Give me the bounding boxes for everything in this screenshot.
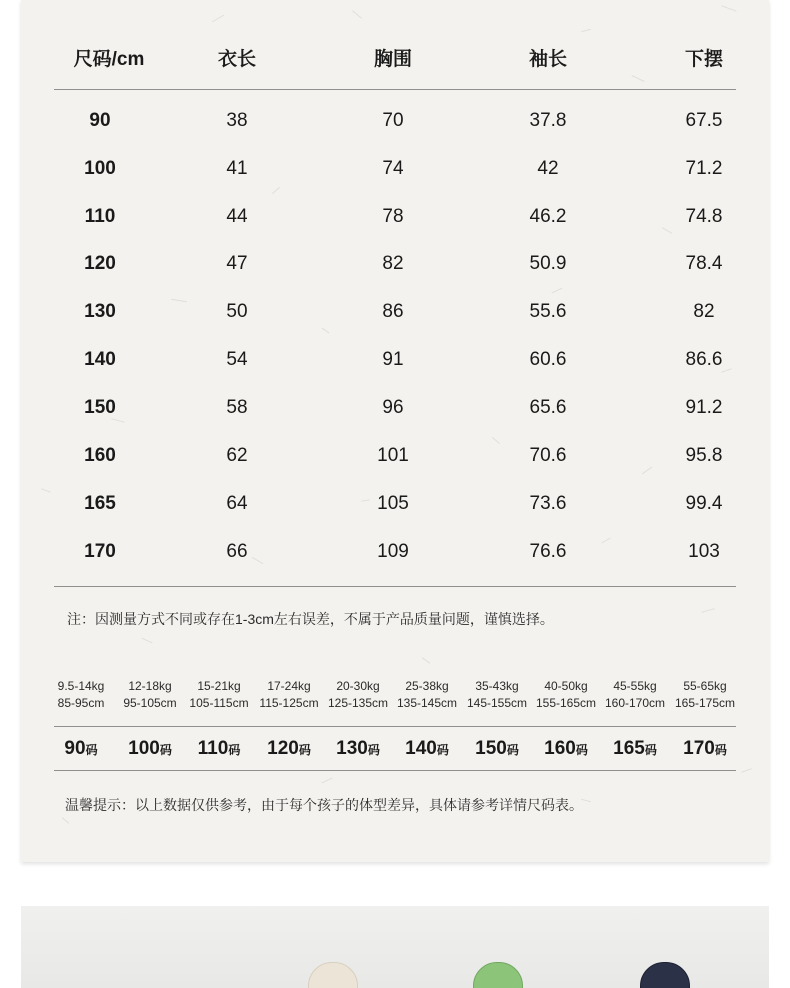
size-number: 150: [475, 738, 507, 759]
cell-length: 64: [226, 493, 248, 514]
height-range: 165-175cm: [674, 696, 736, 710]
cell-length: 38: [226, 110, 248, 131]
size-unit: 码: [714, 743, 727, 757]
cell-sleeve: 65.6: [529, 397, 567, 418]
recommend-divider-bottom: [54, 770, 736, 771]
weight-range: 12-18kg: [128, 679, 172, 693]
table-row: [21, 480, 769, 528]
height-range: 115-125cm: [259, 696, 319, 710]
size-unit: 码: [228, 743, 241, 757]
header-size: 尺码/cm: [73, 49, 145, 70]
cell-chest: 86: [382, 301, 404, 322]
size-label: [531, 736, 601, 762]
header-hem: 下摆: [684, 49, 723, 70]
size-number: 165: [613, 738, 645, 759]
recommend-range: [254, 678, 324, 712]
table-row: [21, 240, 769, 288]
cell-hem: 95.8: [685, 445, 723, 466]
size-unit: 码: [436, 743, 449, 757]
height-range: 125-135cm: [327, 696, 389, 710]
weight-range: 45-55kg: [613, 679, 657, 693]
cell-sleeve: 76.6: [529, 541, 567, 562]
cell-hem: 91.2: [685, 397, 723, 418]
cell-chest: 96: [382, 397, 404, 418]
cell-size: 165: [84, 493, 116, 514]
header-sleeve: 袖长: [528, 49, 567, 70]
size-label: [670, 736, 740, 762]
height-range: 95-105cm: [123, 696, 177, 710]
table-row: [21, 288, 769, 336]
cell-sleeve: 37.8: [529, 110, 567, 131]
size-unit: 码: [506, 743, 519, 757]
size-unit: 码: [85, 743, 98, 757]
paper-texture-fleck: [422, 657, 431, 664]
size-number: 110: [197, 738, 229, 759]
paper-texture-fleck: [321, 778, 332, 784]
cell-length: 41: [226, 158, 248, 179]
size-unit: 码: [575, 743, 588, 757]
size-number: 100: [128, 738, 160, 759]
measurement-note: 注：因测量方式不同或存在1-3cm左右误差，不属于产品质量问题，谨慎选择。: [67, 611, 554, 627]
cell-sleeve: 70.6: [529, 445, 567, 466]
size-number: 170: [683, 738, 715, 759]
height-range: 155-165cm: [535, 696, 597, 710]
weight-range: 9.5-14kg: [57, 679, 105, 693]
cell-length: 47: [226, 253, 248, 274]
cell-length: 66: [226, 541, 248, 562]
size-unit: 码: [644, 743, 657, 757]
cell-hem: 86.6: [685, 349, 723, 370]
weight-range: 20-30kg: [336, 679, 380, 693]
header-divider: [54, 89, 736, 90]
cell-length: 62: [226, 445, 248, 466]
recommend-divider-top: [54, 726, 736, 727]
cell-length: 58: [226, 397, 248, 418]
cell-chest: 101: [377, 445, 409, 466]
table-row: [21, 432, 769, 480]
size-unit: 码: [159, 743, 172, 757]
recommend-range: [670, 678, 740, 712]
height-range: 160-170cm: [604, 696, 666, 710]
recommend-range: [462, 678, 532, 712]
paper-texture-fleck: [62, 817, 70, 824]
height-range: 105-115cm: [189, 696, 249, 710]
size-label: [323, 736, 393, 762]
cell-hem: 82: [693, 301, 715, 322]
height-range: 145-155cm: [466, 696, 528, 710]
paper-texture-fleck: [741, 768, 752, 773]
weight-range: 55-65kg: [683, 679, 727, 693]
size-label: [184, 736, 254, 762]
cell-size: 90: [89, 110, 111, 131]
recommend-range: [531, 678, 601, 712]
product-photo-preview: [21, 906, 769, 988]
weight-range: 17-24kg: [267, 679, 311, 693]
hood-cream-image: [308, 962, 358, 988]
size-unit: 码: [298, 743, 311, 757]
height-range: 135-145cm: [396, 696, 458, 710]
weight-range: 25-38kg: [405, 679, 449, 693]
cell-size: 100: [84, 158, 116, 179]
weight-range: 15-21kg: [197, 679, 241, 693]
height-range: 85-95cm: [57, 696, 105, 710]
size-label: [46, 736, 116, 762]
cell-chest: 82: [382, 253, 404, 274]
cell-length: 50: [226, 301, 248, 322]
cell-size: 120: [84, 253, 116, 274]
table-row: [21, 97, 769, 145]
cell-hem: 74.8: [685, 206, 723, 227]
size-number: 90: [64, 738, 86, 759]
recommend-range: [600, 678, 670, 712]
cell-size: 130: [84, 301, 116, 322]
paper-texture-fleck: [352, 10, 362, 18]
cell-size: 170: [84, 541, 116, 562]
size-number: 160: [544, 738, 576, 759]
cell-hem: 67.5: [685, 110, 723, 131]
paper-texture-fleck: [581, 29, 591, 33]
cell-length: 44: [226, 206, 248, 227]
size-label: [600, 736, 670, 762]
reference-tip: 温馨提示：以上数据仅供参考，由于每个孩子的体型差异，具体请参考详情尺码表。: [65, 797, 583, 813]
cell-sleeve: 50.9: [529, 253, 567, 274]
cell-size: 150: [84, 397, 116, 418]
cell-size: 110: [84, 206, 116, 227]
size-label: [462, 736, 532, 762]
cell-length: 54: [226, 349, 248, 370]
cell-hem: 71.2: [685, 158, 723, 179]
cell-hem: 78.4: [685, 253, 723, 274]
size-unit: 码: [367, 743, 380, 757]
recommend-range: [115, 678, 185, 712]
recommend-range: [46, 678, 116, 712]
table-row: [21, 193, 769, 241]
recommend-range: [184, 678, 254, 712]
cell-chest: 105: [377, 493, 409, 514]
recommend-range: [392, 678, 462, 712]
cell-sleeve: 46.2: [529, 206, 567, 227]
cell-chest: 109: [377, 541, 409, 562]
recommend-range: [323, 678, 393, 712]
size-chart-card: [21, 0, 769, 862]
size-number: 120: [267, 738, 299, 759]
size-number: 140: [405, 738, 437, 759]
cell-sleeve: 55.6: [529, 301, 567, 322]
cell-chest: 91: [382, 349, 404, 370]
paper-texture-fleck: [141, 638, 152, 644]
table-row: [21, 528, 769, 576]
cell-hem: 99.4: [685, 493, 723, 514]
cell-sleeve: 73.6: [529, 493, 567, 514]
cell-sleeve: 42: [537, 158, 559, 179]
size-number: 130: [336, 738, 368, 759]
header-length: 衣长: [217, 49, 256, 70]
table-row: [21, 336, 769, 384]
paper-texture-fleck: [701, 608, 715, 613]
hood-green-image: [473, 962, 523, 988]
table-bottom-divider: [54, 586, 736, 587]
header-chest: 胸围: [373, 49, 412, 70]
size-label: [392, 736, 462, 762]
cell-chest: 78: [382, 206, 404, 227]
paper-texture-fleck: [212, 15, 225, 23]
hood-navy-image: [640, 962, 690, 988]
cell-hem: 103: [688, 541, 720, 562]
size-label: [115, 736, 185, 762]
cell-chest: 70: [382, 110, 404, 131]
cell-chest: 74: [382, 158, 404, 179]
cell-sleeve: 60.6: [529, 349, 567, 370]
weight-range: 40-50kg: [544, 679, 588, 693]
table-row: [21, 384, 769, 432]
paper-texture-fleck: [721, 5, 736, 11]
weight-range: 35-43kg: [475, 679, 519, 693]
paper-texture-fleck: [631, 75, 644, 82]
cell-size: 160: [84, 445, 116, 466]
table-row: [21, 145, 769, 193]
cell-size: 140: [84, 349, 116, 370]
size-label: [254, 736, 324, 762]
